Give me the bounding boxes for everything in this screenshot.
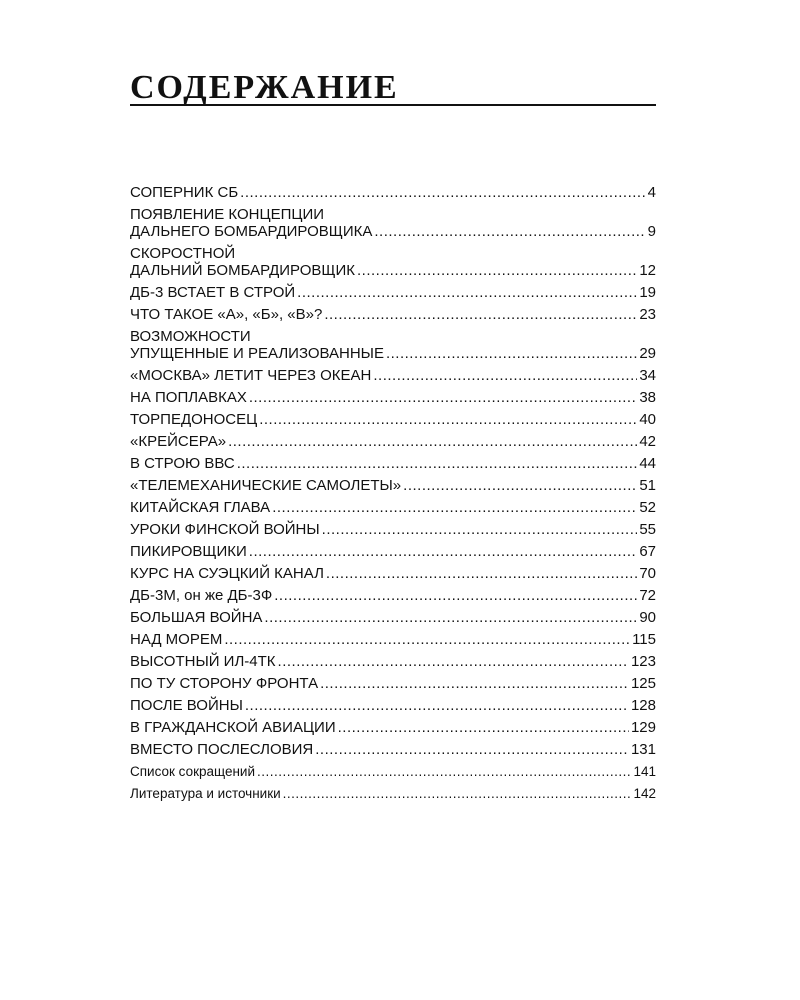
toc-entry-line: [130, 741, 656, 758]
toc-entry: [130, 741, 656, 758]
toc-entry: [130, 719, 656, 736]
toc-entry-page-number: 44: [639, 455, 656, 472]
toc-entry: [130, 411, 656, 428]
toc-entry-page-number: 125: [630, 675, 656, 692]
toc-entry-title: НА ПОПЛАВКАХ: [130, 389, 247, 406]
toc-entry-line: [130, 587, 656, 604]
toc-entry-line: [130, 565, 656, 582]
toc-entry-title: «ТЕЛЕМЕХАНИЧЕСКИЕ САМОЛЕТЫ»: [130, 477, 402, 494]
dot-leader: [249, 543, 638, 560]
toc-entry-title: КУРС НА СУЭЦКИЙ КАНАЛ: [130, 565, 324, 582]
toc-entry-page-number: 115: [632, 631, 656, 648]
toc-entry-line: [130, 763, 656, 780]
toc-entry-line: [130, 631, 656, 648]
toc-entry-title: В СТРОЮ ВВС: [130, 455, 235, 472]
toc-entry-line: [130, 411, 656, 428]
toc-entry-title: Литература и источники: [130, 786, 281, 801]
toc-entry-page-number: 131: [630, 741, 656, 758]
dot-leader: [373, 367, 637, 384]
dot-leader: [228, 433, 637, 450]
toc-entry: [130, 433, 656, 450]
toc-entry-title: ДБ-3 ВСТАЕТ В СТРОЙ: [130, 284, 296, 301]
toc-entry: [130, 697, 656, 714]
toc-entry-page-number: 38: [639, 389, 656, 406]
dot-leader: [283, 785, 632, 802]
dot-leader: [240, 184, 645, 201]
toc-entry-title: «МОСКВА» ЛЕТИТ ЧЕРЕЗ ОКЕАН: [130, 367, 372, 384]
dot-leader: [245, 697, 629, 714]
dot-leader: [322, 521, 638, 538]
toc-entry-title: ДБ-3М, он же ДБ-3Ф: [130, 587, 273, 604]
dot-leader: [315, 741, 629, 758]
toc-entry-line: [130, 223, 656, 240]
toc-entry-line: [130, 785, 656, 802]
toc-entry: [130, 653, 656, 670]
toc-entry-title: ПОСЛЕ ВОЙНЫ: [130, 697, 243, 714]
toc-entry-page-number: 67: [639, 543, 656, 560]
toc-entry-page-number: 19: [639, 284, 656, 301]
dot-leader: [357, 262, 637, 279]
toc-entry-line: [130, 455, 656, 472]
table-of-contents: [130, 184, 656, 807]
dot-leader: [264, 609, 637, 626]
toc-entry-title: ПО ТУ СТОРОНУ ФРОНТА: [130, 675, 319, 692]
dot-leader: [338, 719, 629, 736]
toc-entry-page-number: 141: [633, 764, 656, 779]
toc-entry-title-line: ПОЯВЛЕНИЕ КОНЦЕПЦИИ: [130, 206, 325, 223]
toc-entry-page-number: 123: [630, 653, 656, 670]
toc-entry-title: ПИКИРОВЩИКИ: [130, 543, 247, 560]
toc-entry-line: [130, 675, 656, 692]
toc-entry-page-number: 34: [639, 367, 656, 384]
toc-entry-line: [130, 697, 656, 714]
toc-entry-title: ВМЕСТО ПОСЛЕСЛОВИЯ: [130, 741, 314, 758]
dot-leader: [259, 411, 637, 428]
toc-entry: [130, 499, 656, 516]
dot-leader: [324, 306, 637, 323]
dot-leader: [374, 223, 645, 240]
dot-leader: [326, 565, 637, 582]
toc-entry-page-number: 51: [639, 477, 656, 494]
toc-entry-page-number: 70: [639, 565, 656, 582]
toc-entry-page-number: 9: [647, 223, 656, 240]
toc-entry-page-number: 12: [639, 262, 656, 279]
toc-entry-title: СОПЕРНИК СБ: [130, 184, 239, 201]
toc-entry-page-number: 142: [633, 786, 656, 801]
title-rule: [130, 104, 656, 106]
toc-entry: [130, 477, 656, 494]
dot-leader: [272, 499, 637, 516]
dot-leader: [320, 675, 629, 692]
toc-entry-page-number: 29: [639, 345, 656, 362]
dot-leader: [403, 477, 637, 494]
toc-entry: [130, 306, 656, 323]
toc-entry: [130, 328, 656, 362]
toc-entry-title: ТОРПЕДОНОСЕЦ: [130, 411, 258, 428]
toc-entry-title: ЧТО ТАКОЕ «А», «Б», «В»?: [130, 306, 323, 323]
toc-entry-page-number: 52: [639, 499, 656, 516]
toc-entry-page-number: 90: [639, 609, 656, 626]
toc-entry-line: [130, 433, 656, 450]
toc-entry: [130, 543, 656, 560]
toc-entry-line: [130, 719, 656, 736]
toc-entry: [130, 389, 656, 406]
toc-entry-line: [130, 499, 656, 516]
toc-entry-page-number: 4: [647, 184, 656, 201]
toc-entry-title: ВЫСОТНЫЙ ИЛ-4ТК: [130, 653, 276, 670]
toc-entry: [130, 184, 656, 201]
toc-entry: [130, 631, 656, 648]
toc-entry-line: [130, 345, 656, 362]
toc-entry-page-number: 23: [639, 306, 656, 323]
toc-entry-line: [130, 262, 656, 279]
toc-entry: [130, 367, 656, 384]
toc-entry-line: [130, 184, 656, 201]
toc-entry: [130, 587, 656, 604]
toc-entry-line: [130, 521, 656, 538]
toc-entry-line: [130, 609, 656, 626]
toc-entry-page-number: 128: [630, 697, 656, 714]
toc-entry-page-number: 42: [639, 433, 656, 450]
page-title: СОДЕРЖАНИЕ: [130, 69, 399, 106]
toc-entry-line: [130, 367, 656, 384]
toc-entry: [130, 284, 656, 301]
toc-entry-line: [130, 477, 656, 494]
toc-entry-title: В ГРАЖДАНСКОЙ АВИАЦИИ: [130, 719, 336, 736]
dot-leader: [257, 763, 631, 780]
dot-leader: [237, 455, 638, 472]
dot-leader: [249, 389, 637, 406]
toc-entry: [130, 206, 656, 240]
toc-entry: [130, 245, 656, 279]
toc-entry-title: КИТАЙСКАЯ ГЛАВА: [130, 499, 271, 516]
toc-entry-title: ДАЛЬНИЙ БОМБАРДИРОВЩИК: [130, 262, 355, 279]
toc-entry: [130, 565, 656, 582]
toc-entry-title-line: СКОРОСТНОЙ: [130, 245, 236, 262]
toc-entry-page-number: 40: [639, 411, 656, 428]
dot-leader: [386, 345, 637, 362]
toc-entry-line: [130, 653, 656, 670]
toc-entry-page-number: 129: [630, 719, 656, 736]
toc-entry-title: НАД МОРЕМ: [130, 631, 223, 648]
dot-leader: [274, 587, 637, 604]
toc-entry-title: УРОКИ ФИНСКОЙ ВОЙНЫ: [130, 521, 320, 538]
toc-entry-line: [130, 389, 656, 406]
toc-entry-page-number: 55: [639, 521, 656, 538]
toc-entry: [130, 609, 656, 626]
dot-leader: [297, 284, 637, 301]
toc-entry-title: УПУЩЕННЫЕ И РЕАЛИЗОВАННЫЕ: [130, 345, 384, 362]
toc-entry-line: [130, 543, 656, 560]
dot-leader: [224, 631, 630, 648]
toc-entry: [130, 675, 656, 692]
toc-entry: [130, 785, 656, 802]
toc-entry: [130, 521, 656, 538]
toc-entry-title-line: ВОЗМОЖНОСТИ: [130, 328, 251, 345]
toc-entry-title: ДАЛЬНЕГО БОМБАРДИРОВЩИКА: [130, 223, 373, 240]
toc-entry-title: БОЛЬШАЯ ВОЙНА: [130, 609, 263, 626]
dot-leader: [278, 653, 629, 670]
toc-entry-page-number: 72: [639, 587, 656, 604]
toc-entry-line: [130, 306, 656, 323]
toc-entry: [130, 763, 656, 780]
toc-entry-title: Список сокращений: [130, 764, 256, 779]
toc-entry-title: «КРЕЙСЕРА»: [130, 433, 227, 450]
toc-entry-line: [130, 284, 656, 301]
toc-entry: [130, 455, 656, 472]
